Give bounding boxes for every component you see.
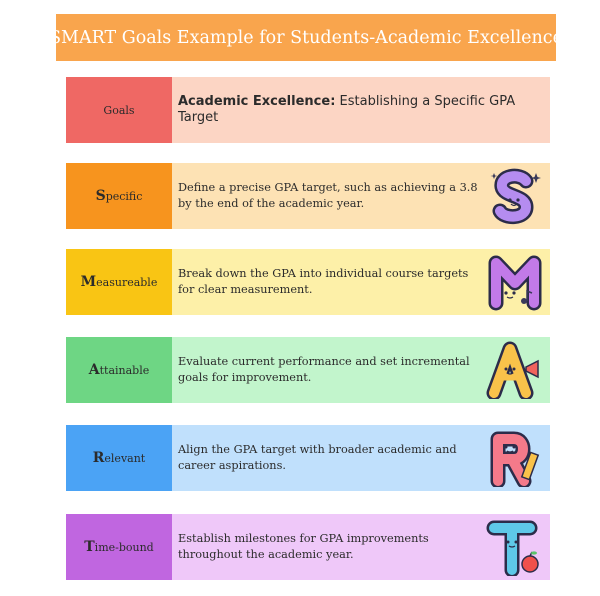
relevant-label: Relevant: [92, 450, 146, 466]
timebound-label: Time-bound: [84, 539, 154, 555]
relevant-label-cell: [66, 425, 172, 491]
specific-text: Define a precise GPA target, such as achieving a 3.8 by the end of the academic year.: [178, 181, 478, 210]
page-title-text: SMART Goals Example for Students-Academic Excellence: [49, 27, 563, 48]
goals-text: Establishing a Specific GPA Target: [178, 94, 516, 125]
measureable-row: [66, 249, 550, 315]
letter-m-music-icon: [486, 253, 544, 311]
measureable-label-cell: [66, 249, 172, 315]
goals-label-cell: [66, 77, 172, 143]
measureable-label: Measureable: [80, 274, 158, 290]
letter-t-apple-icon: [486, 518, 544, 576]
timebound-text: Establish milestones for GPA improvements throughout the academic year.: [178, 532, 429, 561]
specific-label-cell: [66, 163, 172, 229]
attainable-row: [66, 337, 550, 403]
specific-label: Specific: [95, 188, 143, 204]
letter-a-megaphone-icon: [486, 341, 544, 399]
goals-row: [66, 77, 550, 143]
goals-label: Goals: [103, 103, 135, 117]
relevant-row: [66, 425, 550, 491]
letter-s-sparkle-icon: [486, 167, 544, 225]
attainable-text: Evaluate current performance and set incremental goals for improvement.: [178, 355, 470, 384]
attainable-label: Attainable: [88, 362, 150, 378]
measureable-text: Break down the GPA into individual course targets for clear measurement.: [178, 267, 469, 296]
page-title: [49, 14, 563, 61]
goals-text-cell: [172, 77, 550, 143]
timebound-row: [66, 514, 550, 580]
letter-r-ruler-icon: [486, 429, 544, 487]
relevant-text: Align the GPA target with broader academic and career aspirations.: [178, 443, 457, 472]
goals-highlight: Academic Excellence:: [178, 94, 336, 109]
timebound-label-cell: [66, 514, 172, 580]
attainable-label-cell: [66, 337, 172, 403]
specific-row: [66, 163, 550, 229]
